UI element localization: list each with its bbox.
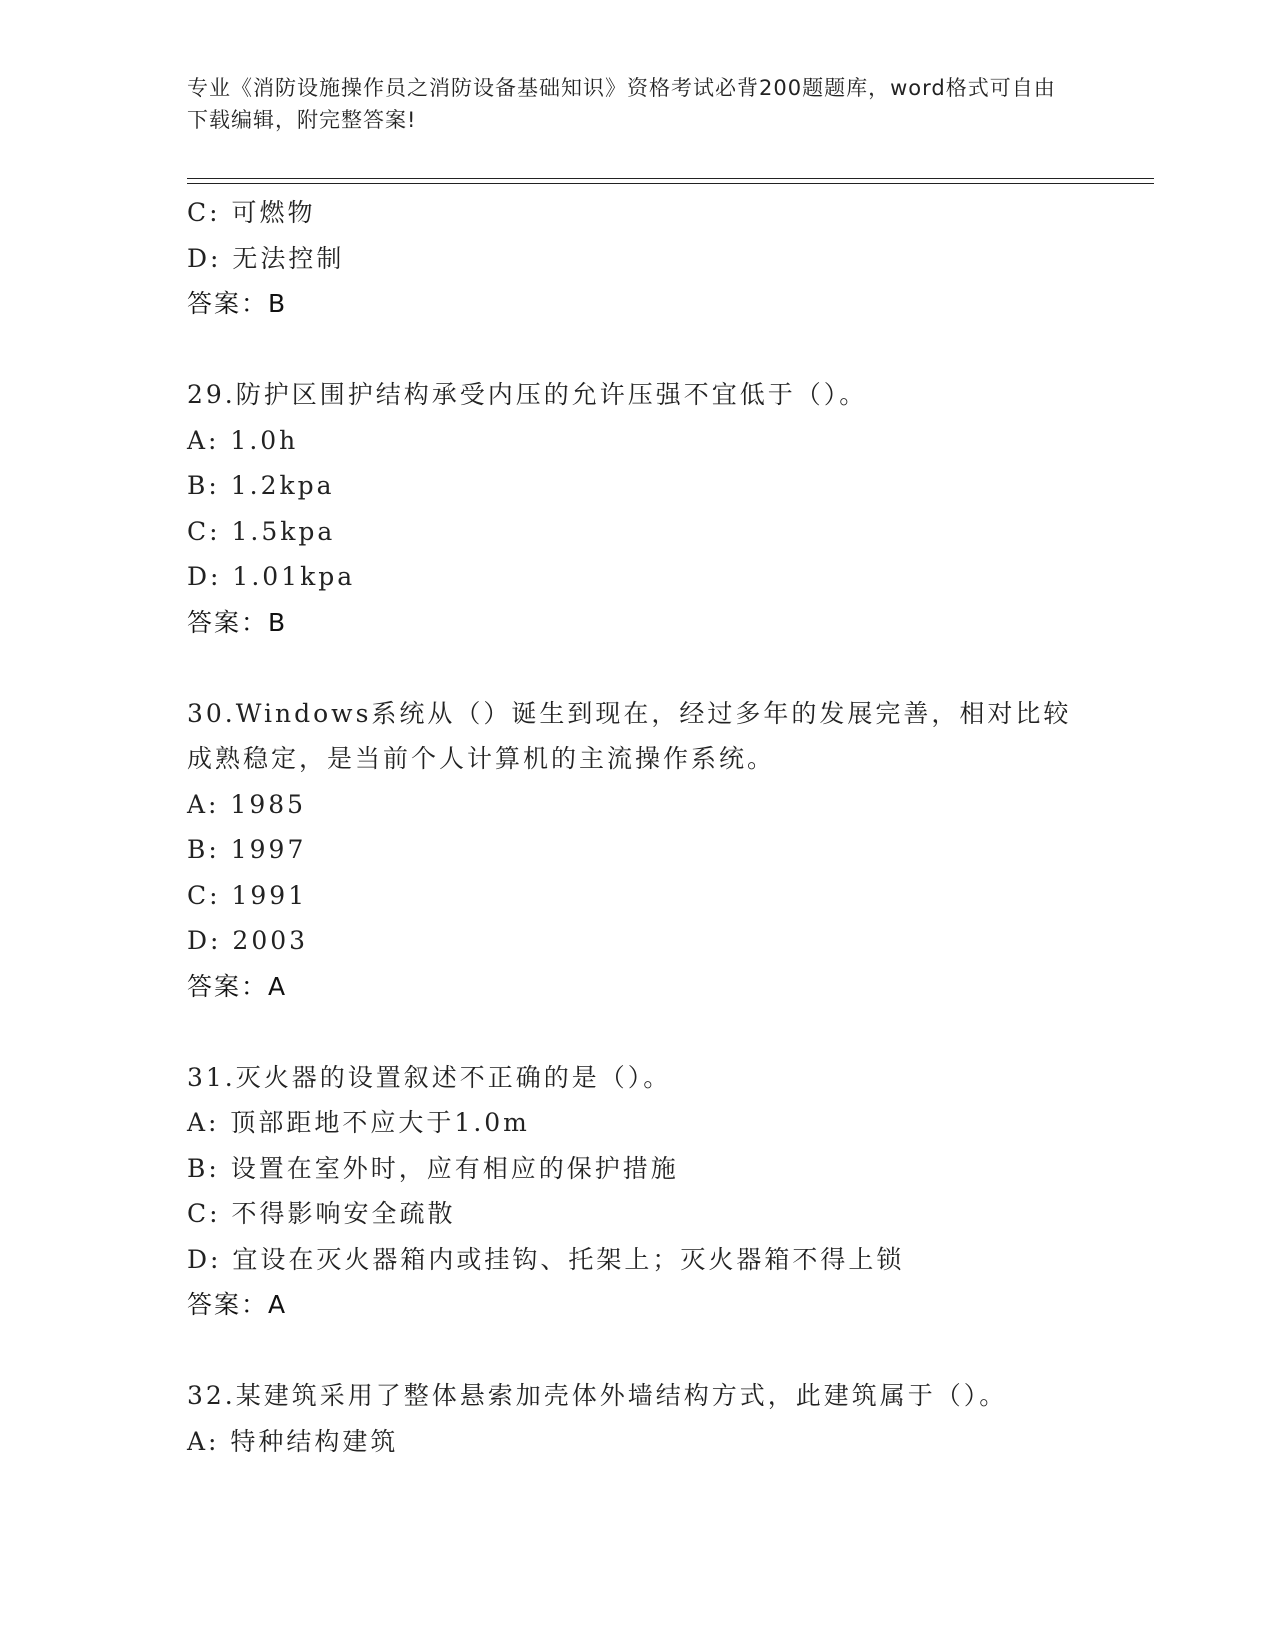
question-title: 29.防护区围护结构承受内压的允许压强不宜低于（）。: [187, 380, 868, 409]
question-block-30: [187, 691, 1087, 1010]
option-b: B: 1.2kpa: [187, 471, 335, 500]
question-block-28: [187, 190, 1087, 327]
option-c: C: 可燃物: [187, 198, 316, 227]
option-c: C: 不得影响安全疏散: [187, 1199, 456, 1228]
question-block-31: [187, 1055, 1087, 1328]
option-a: A: 1.0h: [187, 425, 299, 455]
option-a: A: 1985: [187, 789, 307, 819]
answer-line: 答案：A: [187, 1290, 288, 1319]
option-b: B: 1997: [187, 835, 307, 864]
answer-line: 答案：A: [187, 971, 288, 1001]
option-c: C: 1.5kpa: [187, 516, 336, 546]
option-d: D: 无法控制: [187, 243, 345, 273]
option-d: D: 宜设在灭火器箱内或挂钩、托架上；灭火器箱不得上锁: [187, 1244, 905, 1274]
option-d: D: 1.01kpa: [187, 562, 356, 591]
question-title: 31.灭火器的设置叙述不正确的是（）。: [187, 1062, 672, 1092]
question-block-29: [187, 372, 1087, 645]
question-title: 32.某建筑采用了整体悬索加壳体外墙结构方式，此建筑属于（）。: [187, 1381, 1008, 1410]
option-a: A: 特种结构建筑: [187, 1426, 399, 1456]
question-block-32: [187, 1373, 1087, 1464]
header-divider-top: [187, 178, 1154, 179]
question-list: [187, 190, 1087, 1464]
question-title: 30.Windows系统从（）诞生到现在，经过多年的发展完善，相对比较成熟稳定，是当前个人计算机的主流操作系统。: [187, 698, 1072, 773]
option-a: A: 顶部距地不应大于1.0m: [187, 1108, 530, 1137]
answer-line: 答案：B: [187, 289, 288, 318]
header-divider-bottom: [187, 183, 1154, 184]
spacer: [187, 1328, 1087, 1374]
document-header: [187, 72, 1067, 136]
answer-line: 答案：B: [187, 607, 288, 637]
spacer: [187, 645, 1087, 691]
option-d: D: 2003: [187, 926, 309, 955]
option-b: B: 设置在室外时，应有相应的保护措施: [187, 1153, 679, 1183]
header-title: 专业《消防设施操作员之消防设备基础知识》资格考试必背200题题库，word格式可自由下载编辑，附完整答案!: [187, 76, 1056, 132]
spacer: [187, 1009, 1087, 1055]
option-c: C: 1991: [187, 880, 308, 910]
spacer: [187, 327, 1087, 373]
